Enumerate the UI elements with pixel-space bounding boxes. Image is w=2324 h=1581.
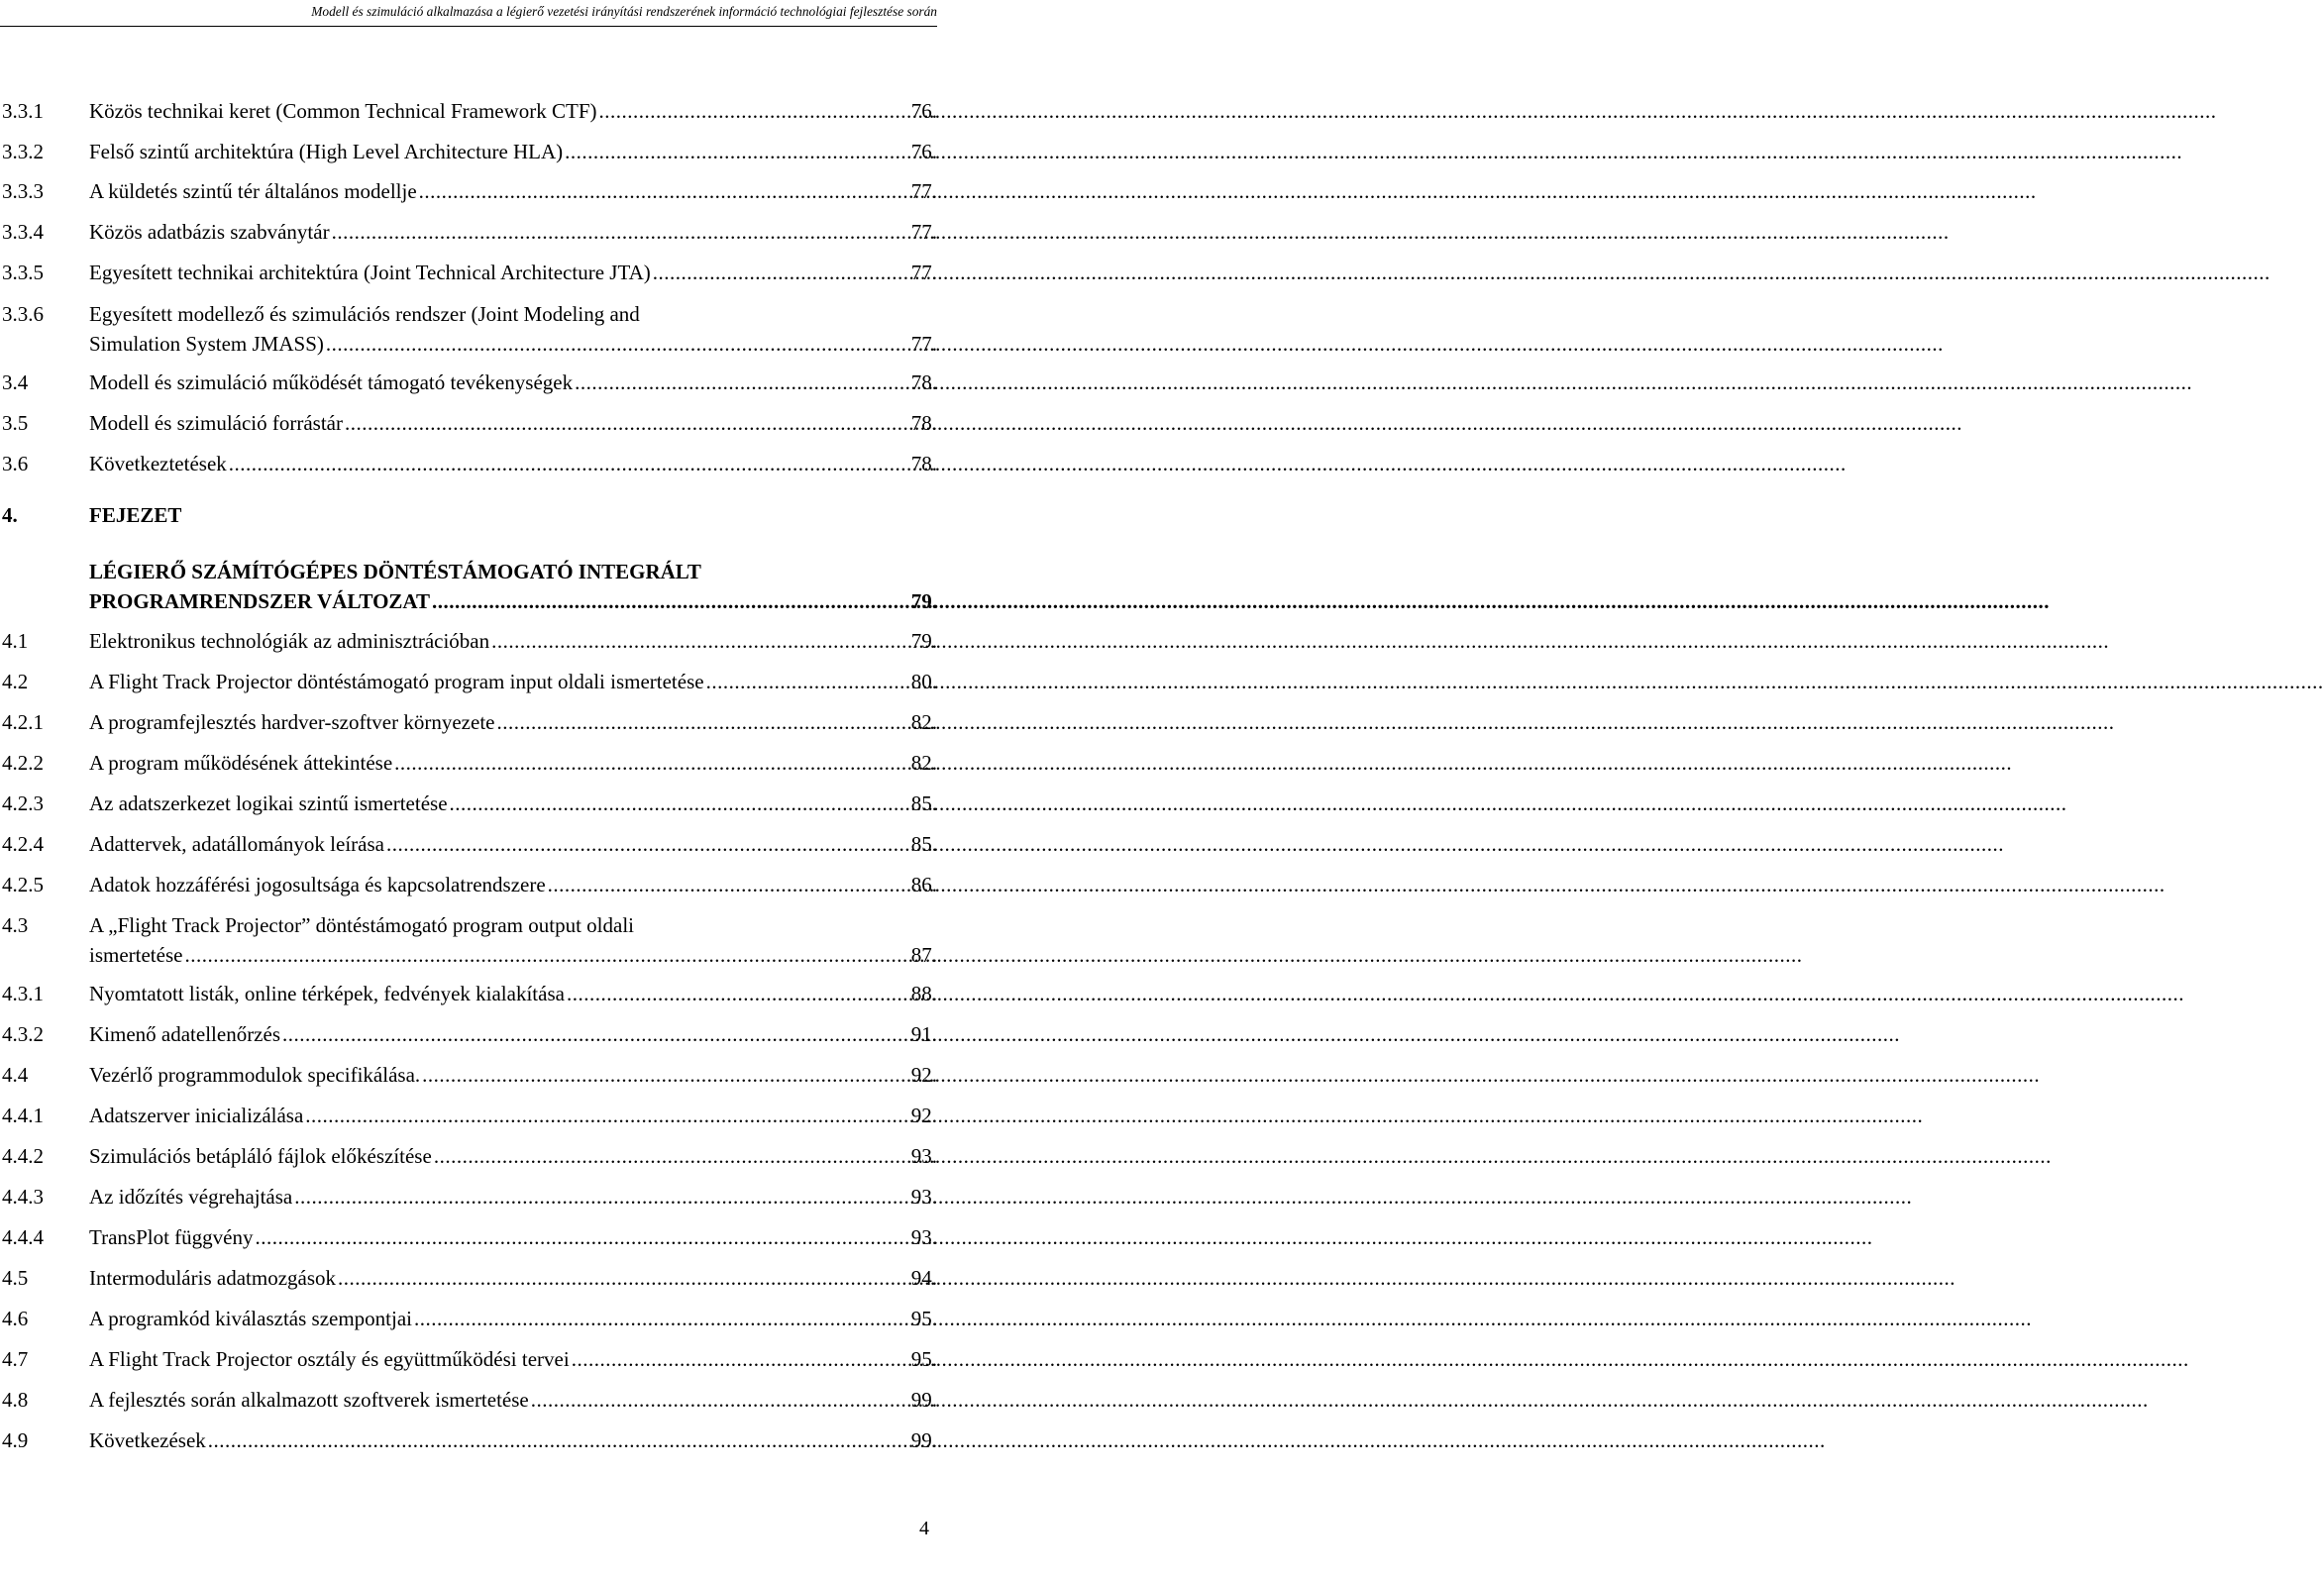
toc-entry-number: 4.2.1 (2, 710, 44, 734)
toc-entry-number: 4.8 (2, 1388, 29, 1412)
toc-entry-number: 4.2.2 (2, 751, 44, 775)
toc-entry-title: A fejlesztés során alkalmazott szoftverek ismertetése (89, 1388, 529, 1412)
toc-entry-title: ismertetése (89, 943, 183, 967)
toc-entry-title: Simulation System JMASS) (89, 332, 324, 356)
dot-leader (548, 870, 909, 899)
dot-leader (572, 1344, 909, 1374)
dot-leader (434, 1141, 909, 1171)
toc-entry-page: 88. (910, 982, 937, 1005)
dot-leader (414, 1304, 909, 1333)
page-number: 4 (919, 1518, 929, 1539)
toc-entry-page: 85. (910, 791, 937, 815)
toc-entry-page: 77. (910, 261, 937, 284)
toc-entry-page: 80. (910, 670, 937, 693)
toc-entry-page: 93. (910, 1144, 937, 1168)
toc-entry-title: PROGRAMRENDSZER VÁLTOZAT (89, 589, 431, 613)
toc-entry-number: 4.4.1 (2, 1104, 44, 1127)
toc-entry-title: Elektronikus technológiák az adminisztrációban (89, 629, 490, 653)
toc-entry-title: Az időzítés végrehajtása (89, 1185, 293, 1209)
toc-entry-title: Egyesített technikai architektúra (Joint Technical Architecture JTA) (89, 261, 651, 284)
toc-entry-number: 3.3.6 (2, 302, 44, 326)
dot-leader (450, 789, 909, 818)
toc-entry-page: 76. (910, 99, 937, 123)
toc-entry-number: 4.1 (2, 629, 29, 653)
toc-chapter-title-line: LÉGIERŐ SZÁMÍTÓGÉPES DÖNTÉSTÁMOGATÓ INTEGRÁLT (89, 560, 701, 583)
toc-entry-title: TransPlot függvény (89, 1225, 254, 1249)
toc-entry-page: 85. (910, 832, 937, 856)
dot-leader (706, 667, 909, 696)
toc-entry-title: A programfejlesztés hardver-szoftver környezete (89, 710, 495, 734)
dot-leader (531, 1385, 909, 1415)
toc-entry-number: 3.4 (2, 370, 29, 394)
dot-leader (565, 137, 909, 166)
dot-leader (422, 1060, 909, 1090)
toc-entry-page: 79. (910, 629, 937, 653)
toc-entry-page: 92. (910, 1063, 937, 1087)
toc-entry-page: 77. (910, 220, 937, 244)
toc-entry-number: 3.6 (2, 452, 29, 475)
dot-leader (332, 217, 909, 247)
toc-entry-title: Szimulációs betápláló fájlok előkészítése (89, 1144, 432, 1168)
toc-entry-title: A küldetés szintű tér általános modellje (89, 179, 417, 203)
toc-entry-page: 87. (910, 943, 937, 967)
toc-entry-number: 4.4.3 (2, 1185, 44, 1209)
dot-leader (567, 979, 909, 1008)
dot-leader (294, 1182, 909, 1212)
toc-entry-page: 93. (910, 1225, 937, 1249)
dot-leader (386, 829, 909, 859)
toc-entry-title-line: A „Flight Track Projector” döntéstámogató program output oldali (89, 913, 635, 937)
toc-entry-page: 95. (910, 1307, 937, 1330)
toc-entry-number: 4.2 (2, 670, 29, 693)
toc-entry-number: 4.6 (2, 1307, 29, 1330)
toc-entry-number: 4.4.2 (2, 1144, 44, 1168)
toc-entry-title: Az adatszerkezet logikai szintű ismertetése (89, 791, 448, 815)
dot-leader (256, 1222, 909, 1252)
toc-entry-title-line: Egyesített modellező és szimulációs rendszer (Joint Modeling and (89, 302, 640, 326)
toc-entry-number: 3.5 (2, 411, 29, 435)
toc-entry-number: 4.5 (2, 1266, 29, 1290)
toc-entry-title: Közös adatbázis szabványtár (89, 220, 330, 244)
toc-entry-number: 4.7 (2, 1347, 29, 1371)
toc-entry-title: Intermoduláris adatmozgások (89, 1266, 337, 1290)
dot-leader (229, 449, 909, 478)
toc-entry-page: 82. (910, 710, 937, 734)
toc-entry-page: 76. (910, 140, 937, 163)
toc-entry-number: 3.3.3 (2, 179, 44, 203)
toc-entry-title: Adatok hozzáférési jogosultsága és kapcsolatrendszere (89, 873, 546, 896)
dot-leader (282, 1019, 909, 1049)
dot-leader (394, 748, 909, 778)
toc-entry-page: 91. (910, 1022, 937, 1046)
dot-leader (432, 586, 909, 616)
toc-entry-number: 3.3.5 (2, 261, 44, 284)
toc-entry-number: 4.4 (2, 1063, 29, 1087)
toc-entry-number: 4.3.1 (2, 982, 44, 1005)
toc-entry-number: 4.2.5 (2, 873, 44, 896)
toc-entry-page: 86. (910, 873, 937, 896)
toc-entry-page: 99. (910, 1428, 937, 1452)
toc-entry-page: 93. (910, 1185, 937, 1209)
toc-entry-page: 78. (910, 452, 937, 475)
toc-entry-page: 94. (910, 1266, 937, 1290)
toc-entry-page: 77. (910, 179, 937, 203)
toc-entry-page: 82. (910, 751, 937, 775)
toc-entry-title: Következtetések (89, 452, 227, 475)
toc-entry-title: A Flight Track Projector döntéstámogató program input oldali ismertetése (89, 670, 704, 693)
toc-entry-title: Közös technikai keret (Common Technical Framework CTF) (89, 99, 597, 123)
dot-leader (653, 258, 909, 287)
dot-leader (491, 626, 909, 656)
toc-entry-title: Nyomtatott listák, online térképek, fedvények kialakítása (89, 982, 565, 1005)
toc-entry-page: 95. (910, 1347, 937, 1371)
toc-entry-page: 78. (910, 411, 937, 435)
toc-entry-page: 78. (910, 370, 937, 394)
toc-entry-title: A Flight Track Projector osztály és együttműködési tervei (89, 1347, 570, 1371)
dot-leader (326, 329, 909, 359)
toc-entry-number: 4.4.4 (2, 1225, 44, 1249)
dot-leader (184, 940, 908, 970)
toc-entry-title: Adattervek, adatállományok leírása (89, 832, 384, 856)
dot-leader (419, 176, 909, 206)
dot-leader (496, 707, 908, 737)
toc-entry-title: Modell és szimuláció működését támogató tevékenységek (89, 370, 574, 394)
toc-entry-number: 4.3.2 (2, 1022, 44, 1046)
toc-entry-title: Következések (89, 1428, 206, 1452)
toc-entry-page: 99. (910, 1388, 937, 1412)
toc-chapter-number: 4. (2, 503, 18, 527)
toc-entry-number: 4.2.3 (2, 791, 44, 815)
toc-entry-number: 3.3.2 (2, 140, 44, 163)
toc-entry-title: Felső szintű architektúra (High Level Architecture HLA) (89, 140, 564, 163)
dot-leader (208, 1425, 909, 1455)
toc-entry-title: A programkód kiválasztás szempontjai (89, 1307, 413, 1330)
toc-entry-title: Adatszerver inicializálása (89, 1104, 304, 1127)
toc-entry-page: 77. (910, 332, 937, 356)
running-header: Modell és szimuláció alkalmazása a légierő vezetési irányítási rendszerének információ technológiai fejlesztése során (0, 4, 937, 27)
toc-entry-number: 4.2.4 (2, 832, 44, 856)
dot-leader (305, 1101, 908, 1130)
dot-leader (599, 96, 909, 126)
dot-leader (338, 1263, 909, 1293)
toc-entry-number: 4.9 (2, 1428, 29, 1452)
toc-chapter-label: FEJEZET (89, 503, 182, 527)
toc-entry-number: 4.3 (2, 913, 29, 937)
toc-entry-number: 3.3.4 (2, 220, 44, 244)
toc-entry-page: 79. (910, 589, 937, 613)
dot-leader (345, 408, 909, 438)
toc-entry-number: 3.3.1 (2, 99, 44, 123)
toc-entry-page: 92. (910, 1104, 937, 1127)
dot-leader (575, 368, 909, 397)
toc-entry-title: Modell és szimuláció forrástár (89, 411, 343, 435)
toc-entry-title: Vezérlő programmodulok specifikálása. (89, 1063, 421, 1087)
toc-entry-title: A program működésének áttekintése (89, 751, 393, 775)
toc-entry-title: Kimenő adatellenőrzés (89, 1022, 280, 1046)
